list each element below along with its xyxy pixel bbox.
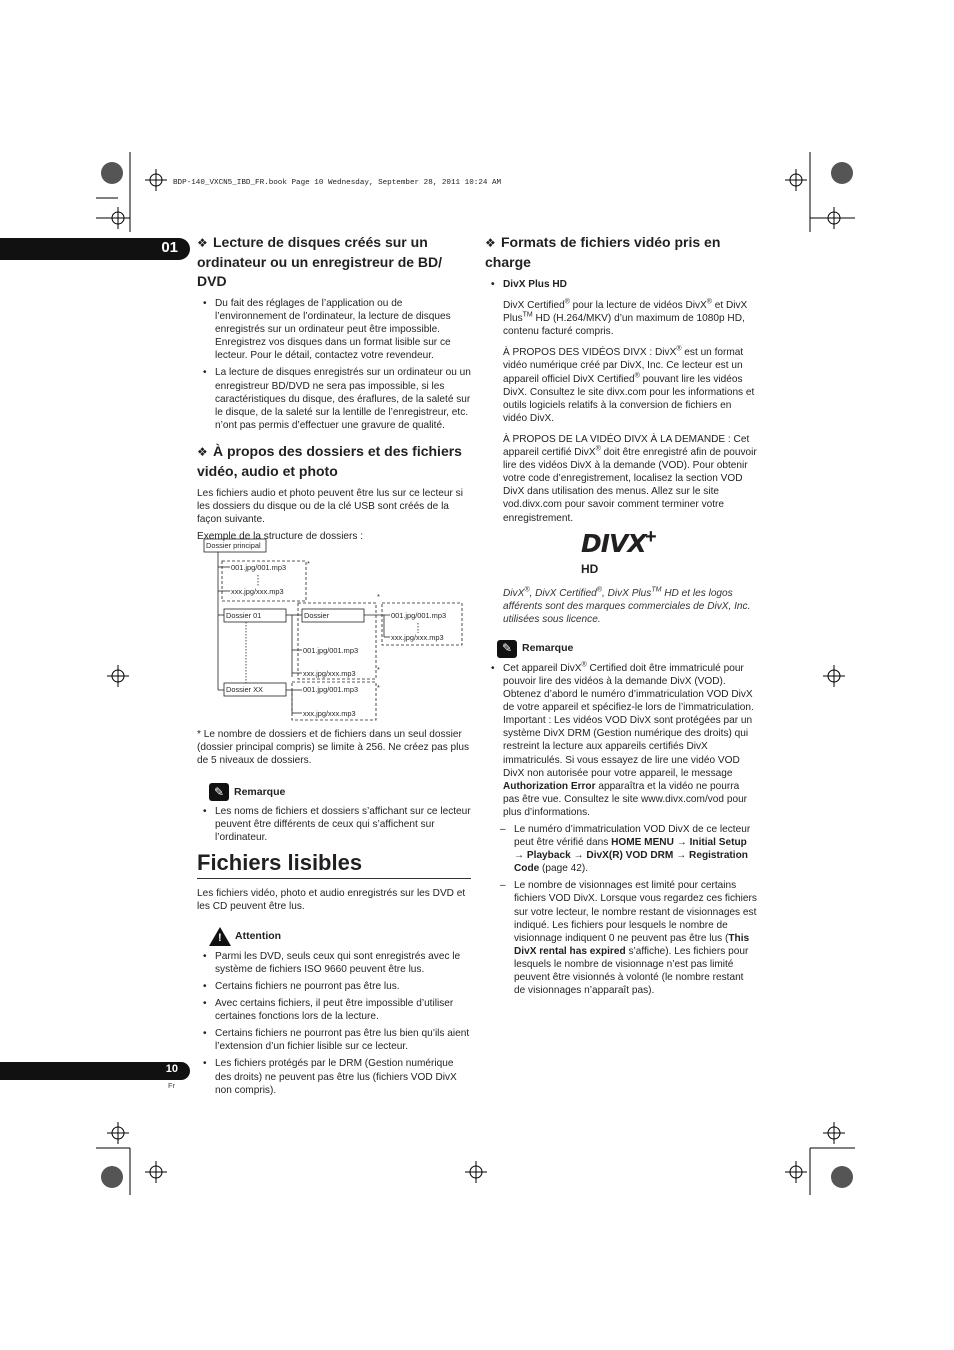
logo-divx-text: DIVX xyxy=(581,528,646,558)
tree-star: * xyxy=(377,683,380,692)
paragraph: À PROPOS DE LA VIDÉO DIVX À LA DEMANDE : Cet appareil certifié DivX® doit être enregistré afin de pouvoir lire des vidéos DivX à la demande (VOD). Pour obtenir votre code d’enregistrement, localisez la section VOD DivX dans utilisation des menus. Allez sur le site vod.divx.com pour savoir comment terminer votre enregistrement. xyxy=(503,433,757,524)
tree-file-label: 001.jpg/001.mp3 xyxy=(303,646,359,655)
attention-heading: ! Attention xyxy=(209,927,471,946)
section-title: ❖ Lecture de disques créés sur un ordinateur ou un enregistreur de BD/ DVD xyxy=(197,234,443,289)
logo-plus-text: + xyxy=(645,525,657,548)
tree-star: * xyxy=(307,559,310,568)
tree-file-label: 001.jpg/001.mp3 xyxy=(391,611,447,620)
language-code: Fr xyxy=(168,1081,176,1090)
diamond-icon: ❖ xyxy=(197,444,208,459)
list-item: – Le numéro d’immatriculation VOD DivX de ce lecteur peut être vérifié dans HOME MENU → Initial Setup → Playback → DivX(R) VOD DRM → Registration Code (page 42). xyxy=(496,823,757,875)
tree-file-label: 001.jpg/001.mp3 xyxy=(303,685,359,694)
tree-file-label: xxx.jpg/xxx.mp3 xyxy=(303,709,356,718)
list-item: • Cet appareil DivX® Certified doit être immatriculé pour pouvoir lire des vidéos à la demande DivX (VOD). Obtenez d’abord le numéro d’immatriculation VOD DivX de votre appareil et spécifiez-le lors de l’immatriculation. Important : Les vidéos VOD DivX sont protégées par un système DivX DRM (Gestion numérique des droits) qui restreint la lecture aux appareils certifiés DivX immatriculés. Si vous essayez de lire une vidéo VOD DivX non autorisée pour votre appareil, le message Authorization Error apparaîtra et la vidéo ne pourra pas être vue. Consultez le site www.divx.com/vod pour plus d’informations. xyxy=(485,662,757,819)
tree-star: * xyxy=(377,592,380,601)
tree-file-label: xxx.jpg/xxx.mp3 xyxy=(231,587,284,596)
tree-file-label: xxx.jpg/xxx.mp3 xyxy=(303,669,356,678)
left-column xyxy=(197,233,471,547)
list-item: • Du fait des réglages de l’application ou de l’environnement de l’ordinateur, la lecture de disques enregistrés sur un ordinateur peut être impossible. Enregistrez vos disques dans un format lisible sur ce lecteur. Pour le détail, contactez votre revendeur. xyxy=(197,297,471,362)
paragraph: À PROPOS DES VIDÉOS DIVX : DivX® est un format vidéo numérique créé par DivX, Inc. Ce lecteur est un appareil officiel DivX Certified® pouvant lire les vidéos DivX. Consultez le site divx.com pour les informations et outils logiciels relatifs à la conversion de fichiers en vidéo DivX. xyxy=(503,346,755,424)
list-item: • La lecture de disques enregistrés sur un ordinateur ou un enregistreur BD/DVD ne sera pas impossible, si les caractéristiques du disque, des éraflures, de la saleté sur le disque, de la saleté sur la lentille de l’enregistreur, etc. n’ont pas permis d’effectuer une gravure de qualité. xyxy=(197,366,471,431)
list-item: • Parmi les DVD, seuls ceux qui sont enregistrés avec le système de fichiers ISO 9660 peuvent être lus. xyxy=(197,950,471,976)
chapter-number: 01 xyxy=(161,239,178,256)
section-title: ❖ Formats de fichiers vidéo pris en charge xyxy=(485,234,721,270)
tree-file-label: xxx.jpg/xxx.mp3 xyxy=(391,633,444,642)
note-heading: ✎ Remarque xyxy=(209,783,471,801)
diamond-icon: ❖ xyxy=(485,236,496,250)
tree-folder-label: Dossier xyxy=(304,611,330,620)
section-title: ❖ À propos des dossiers et des fichiers vidéo, audio et photo xyxy=(197,442,462,479)
left-column-lower xyxy=(197,728,471,1101)
list-item: • Certains fichiers ne pourront pas être lus. xyxy=(197,980,471,993)
list-item: • Certains fichiers ne pourront pas être lus bien qu’ils aient l’extension d’un fichier lisible sur ce lecteur. xyxy=(197,1027,471,1053)
paragraph: Les fichiers audio et photo peuvent être lus sur ce lecteur si les dossiers du disque ou de la clé USB sont créés de la façon suivante. xyxy=(197,487,463,526)
page-number: 10 xyxy=(165,1063,178,1075)
tree-folder-label: Dossier 01 xyxy=(226,611,262,620)
paragraph: DivX Certified® pour la lecture de vidéos DivX® et DivX Plus™ HD (H.264/MKV) d’un maximum de 1080p HD, contenu facturé compris. xyxy=(503,298,748,338)
list-item: • DivX Plus HD xyxy=(485,278,757,291)
book-header-line: BDP-140_VXCN5_IBD_FR.book Page 10 Wednesday, September 28, 2011 10:24 AM xyxy=(173,179,502,187)
list-item: • Les noms de fichiers et dossiers s’affichant sur ce lecteur peuvent être différents de ceux qui s’affichent sur l’ordinateur. xyxy=(197,805,471,844)
tree-folder-label: Dossier XX xyxy=(226,685,263,694)
tree-star: * xyxy=(377,665,380,674)
footnote: * Le nombre de dossiers et de fichiers dans un seul dossier (dossier principal compris) se limite à 256. Ne créez pas plus de 5 niveaux de dossiers. xyxy=(197,729,470,767)
diamond-icon: ❖ xyxy=(197,236,208,250)
note-heading: ✎ Remarque xyxy=(497,640,757,658)
divx-plus-hd-logo xyxy=(581,525,757,583)
warning-icon: ! xyxy=(209,927,231,946)
chapter-tab xyxy=(0,238,190,260)
paragraph: Exemple de la structure de dossiers : xyxy=(197,531,364,543)
pencil-icon: ✎ xyxy=(497,640,517,658)
tree-file-label: 001.jpg/001.mp3 xyxy=(231,563,287,572)
logo-hd-text: HD xyxy=(581,561,599,576)
right-column xyxy=(485,233,757,1001)
list-item: – Le nombre de visionnages est limité pour certains fichiers VOD DivX. Lorsque vous regardez ces fichiers sur votre lecteur, le nombre restant de visionnages est indiqué. Les fichiers pour lesquels le nombre de visionnage indiquent 0 ne peuvent pas être lus (This DivX rental has expired s’affiche). Les fichiers pour lesquels le nombre de visionnage n’est pas limité peuvent être visionnés à volonté (le nombre restant de visionnages n’apparaît pas). xyxy=(496,879,757,997)
list-item: • Les fichiers protégés par le DRM (Gestion numérique des droits) ne peuvent pas être lus (fichiers VOD DivX non compris). xyxy=(197,1057,471,1096)
section-heading: Fichiers lisibles xyxy=(197,849,471,879)
list-item: • Avec certains fichiers, il peut être impossible d’utiliser certaines fonctions lors de la lecture. xyxy=(197,997,471,1023)
pencil-icon: ✎ xyxy=(209,783,229,801)
tree-root-label: Dossier principal xyxy=(206,541,261,550)
folder-tree-diagram xyxy=(200,535,470,725)
page-number-tab xyxy=(0,1062,190,1080)
paragraph: Les fichiers vidéo, photo et audio enregistrés sur les DVD et les CD peuvent être lus. xyxy=(197,887,466,912)
trademark-notice: DivX®, DivX Certified®, DivX Plus™ HD et les logos afférents sont des marques commerciales de DivX, Inc. utilisées sous licence. xyxy=(503,586,751,625)
